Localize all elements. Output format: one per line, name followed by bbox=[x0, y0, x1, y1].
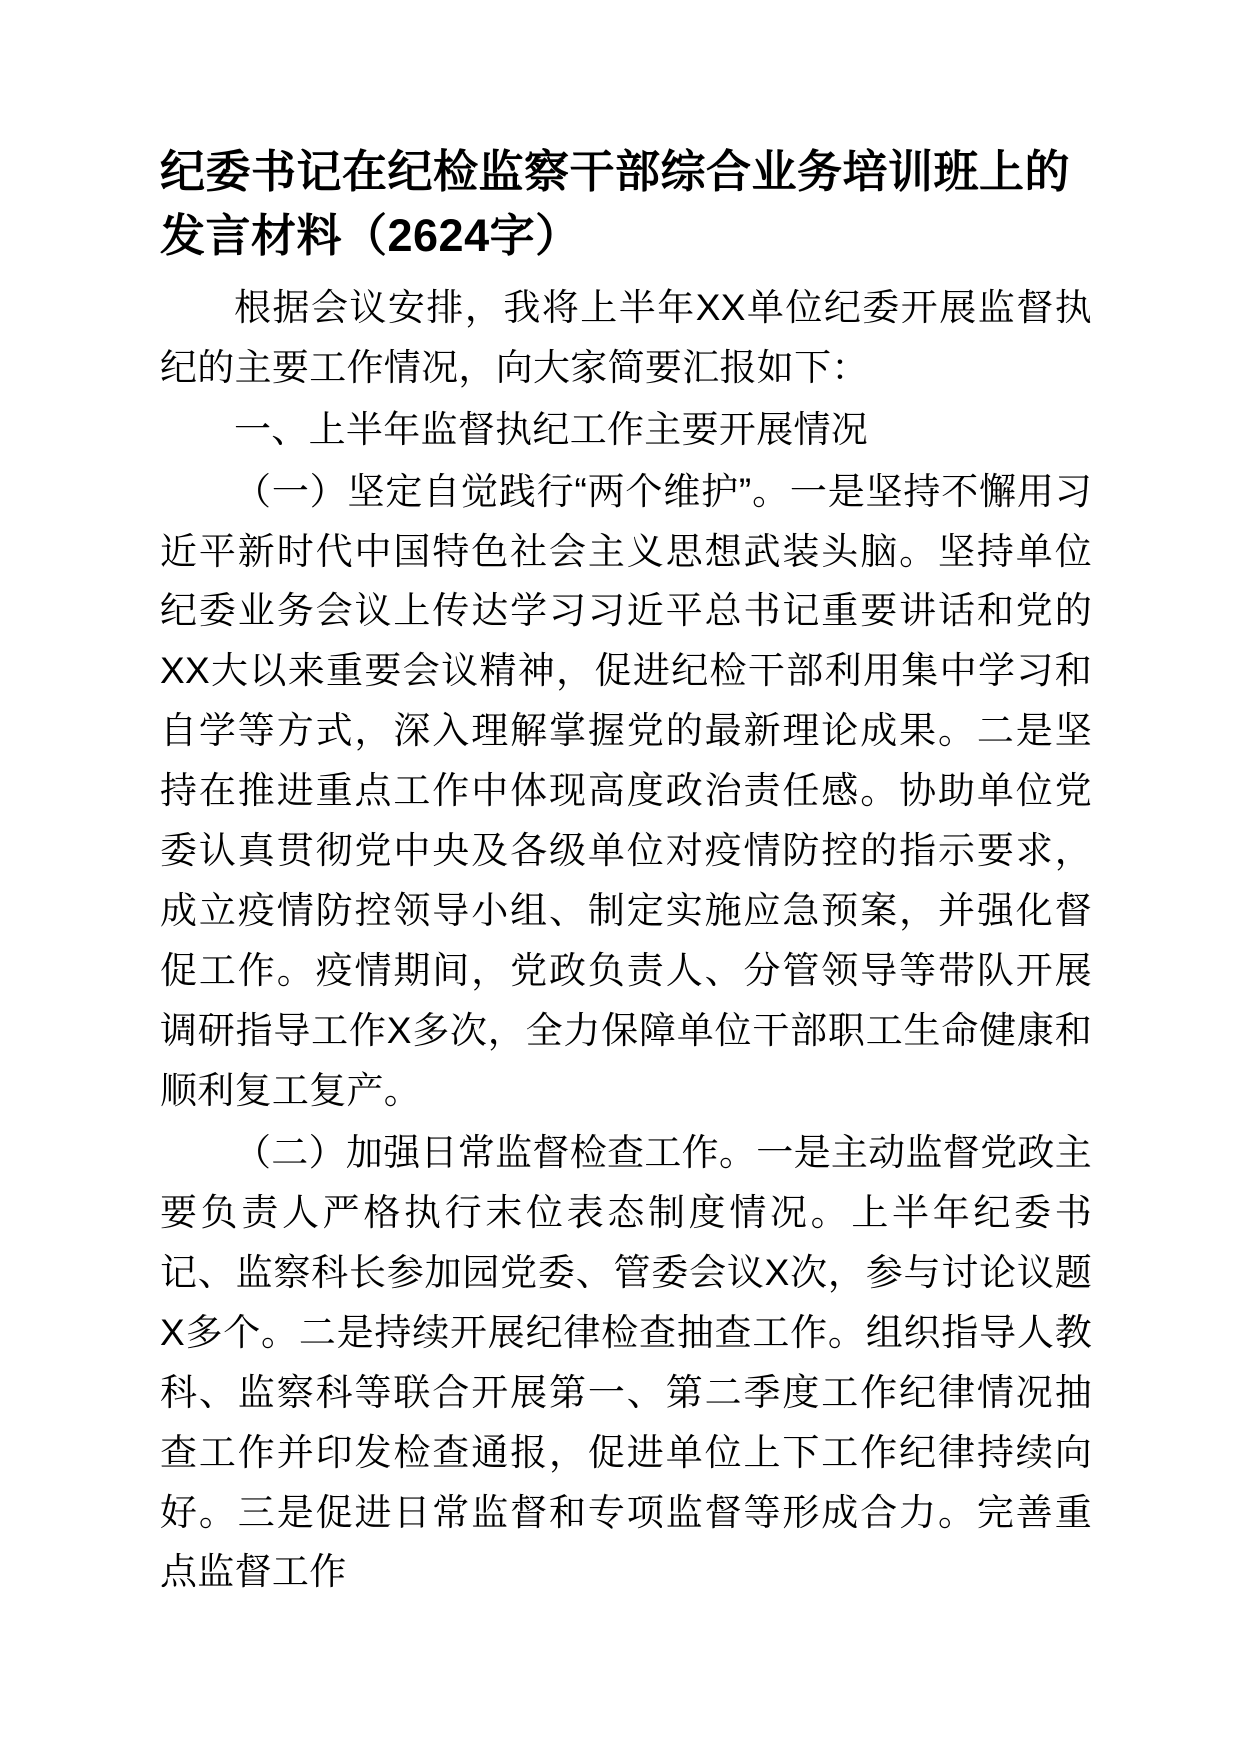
paragraph-subsection-1: （一）坚定自觉践行“两个维护”。一是坚持不懈用习近平新时代中国特色社会主义思想武装头脑。坚持单位纪委业务会议上传达学习习近平总书记重要讲话和党的XX大以来重要会议精神，促进纪检干部利用集中学习和自学等方式，深入理解掌握党的最新理论成果。二是坚持在推进重点工作中体现高度政治责任感。协助单位党委认真贯彻党中央及各级单位对疫情防控的指示要求，成立疫情防控领导小组、制定实施应急预案，并强化督促工作。疫情期间，党政负责人、分管领导等带队开展调研指导工作X多次，全力保障单位干部职工生命健康和顺利复工复产。 bbox=[160, 470, 1092, 1111]
page-title: 纪委书记在纪检监察干部综合业务培训班上的发言材料（2624字） bbox=[160, 146, 1071, 261]
paragraph-section-heading-1: 一、上半年监督执纪工作主要开展情况 bbox=[234, 408, 869, 450]
paragraph-intro: 根据会议安排，我将上半年XX单位纪委开展监督执纪的主要工作情况，向大家简要汇报如下： bbox=[160, 286, 1092, 388]
paragraph-subsection-2: （二）加强日常监督检查工作。一是主动监督党政主要负责人严格执行末位表态制度情况。上半年纪委书记、监察科长参加园党委、管委会议X次，参与讨论议题X多个。二是持续开展纪律检查抽查工作。组织指导人教科、监察科等联合开展第一、第二季度工作纪律情况抽查工作并印发检查通报，促进单位上下工作纪律持续向好。三是促进日常监督和专项监督等形成合力。完善重点监督工作 bbox=[160, 1131, 1092, 1593]
